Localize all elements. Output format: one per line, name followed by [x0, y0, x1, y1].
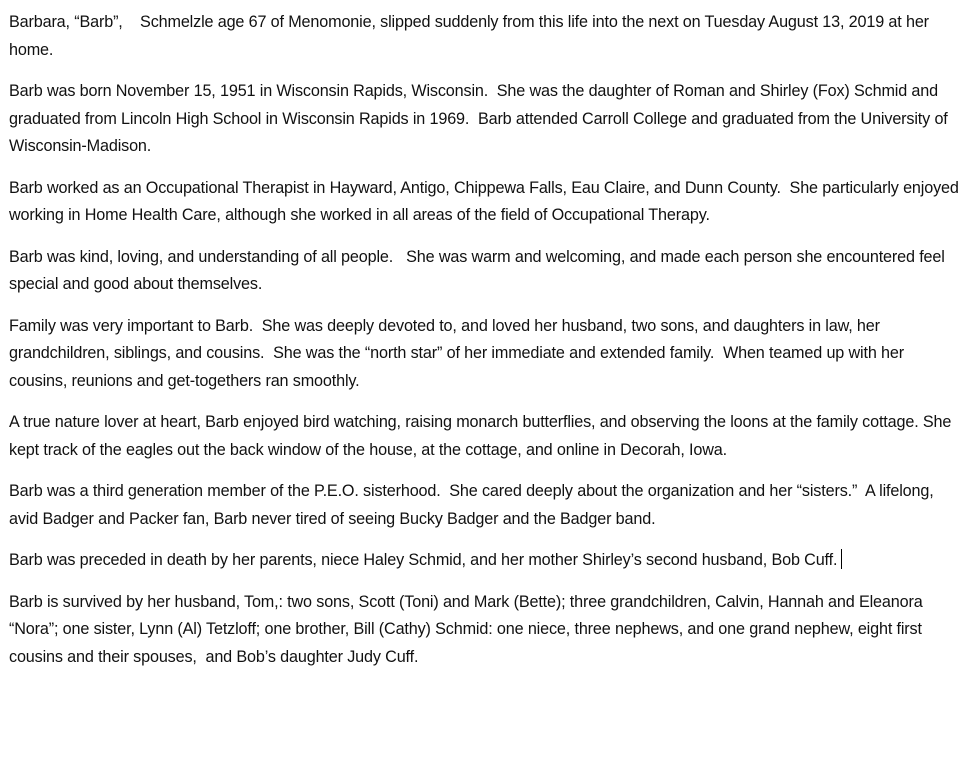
document-body[interactable] — [9, 9, 964, 685]
paragraph-intro-text: Barbara, “Barb”, Schmelzle age 67 of Menomonie, slipped suddenly from this life into the next on Tuesday August 13, 2019 at her home. — [9, 13, 934, 59]
paragraph-birth — [9, 78, 959, 161]
paragraph-sisterhood — [9, 478, 959, 533]
paragraph-survived-text: Barb is survived by her husband, Tom,: two sons, Scott (Toni) and Mark (Bette); three grandchildren, Calvin, Hannah and Eleanora “Nora”; one sister, Lynn (Al) Tetzloff; one brother, Bill (Cathy) Schmid: one niece, three nephews, and one grand nephew, eight first cousins and their spouses, and Bob’s daughter Judy Cuff. — [9, 592, 927, 666]
paragraph-survived — [9, 589, 959, 672]
paragraph-birth-text: Barb was born November 15, 1951 in Wisconsin Rapids, Wisconsin. She was the daughter of Roman and Shirley (Fox) Schmid and graduated from Lincoln High School in Wisconsin Rapids in 1969. Barb attended Carroll College and graduated from the University of Wisconsin-Madison. — [9, 82, 952, 155]
paragraph-preceded — [9, 547, 959, 575]
paragraph-intro — [9, 9, 959, 64]
paragraph-career — [9, 175, 964, 230]
paragraph-sisterhood-text: Barb was a third generation member of the P.E.O. sisterhood. She cared deeply about the organization and her “sisters.” A lifelong, avid Badger and Packer fan, Barb never tired of seeing Bucky Badger and the Badger band. — [9, 482, 938, 528]
paragraph-family — [9, 313, 959, 396]
paragraph-family-text: Family was very important to Barb. She was deeply devoted to, and loved her husband, two sons, and daughters in law, her grandchildren, siblings, and cousins. She was the “north star” of her immediate and extended family. When teamed up with her cousins, reunions and get-togethers ran smoothly. — [9, 316, 909, 390]
paragraph-character-text: Barb was kind, loving, and understanding of all people. She was warm and welcoming, and made each person she encountered feel special and good about themselves. — [9, 247, 950, 293]
paragraph-career-text: Barb worked as an Occupational Therapist in Hayward, Antigo, Chippewa Falls, Eau Claire, and Dunn County. She particularly enjoyed working in Home Health Care, although she worked in all areas of the field of Occupational Therapy. — [9, 178, 964, 224]
text-cursor — [841, 549, 842, 569]
paragraph-nature — [9, 409, 959, 464]
paragraph-character — [9, 244, 959, 299]
paragraph-nature-text: A true nature lover at heart, Barb enjoyed bird watching, raising monarch butterflies, and observing the loons at the family cottage. She kept track of the eagles out the back window of the house, at the cottage, and online in Decorah, Iowa. — [9, 413, 956, 459]
paragraph-preceded-text: Barb was preceded in death by her parents, niece Haley Schmid, and her mother Shirley’s second husband, Bob Cuff. — [9, 551, 838, 569]
